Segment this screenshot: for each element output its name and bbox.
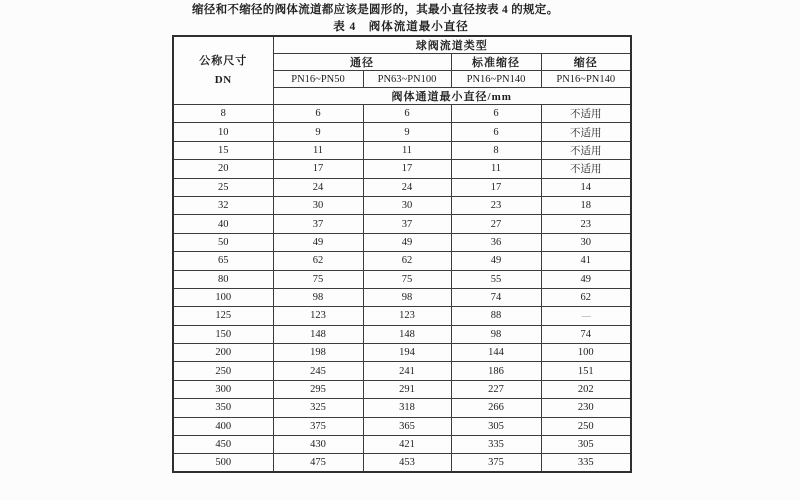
dn-cell: 250: [173, 362, 273, 380]
value-cell: 8: [451, 141, 541, 159]
table-row: [173, 252, 631, 270]
value-cell: 430: [273, 436, 363, 454]
value-cell: 62: [363, 252, 451, 270]
dn-cell: 300: [173, 380, 273, 398]
value-cell: 144: [451, 344, 541, 362]
table-caption: 表 4 阀体流道最小直径: [333, 21, 469, 33]
value-cell: 11: [451, 160, 541, 178]
value-cell: 365: [363, 417, 451, 435]
value-cell: 6: [363, 105, 451, 123]
value-cell: 6: [451, 105, 541, 123]
value-cell: 30: [541, 233, 631, 251]
dn-cell: 8: [173, 105, 273, 123]
value-cell: 148: [273, 325, 363, 343]
value-cell: 295: [273, 380, 363, 398]
value-cell: 62: [273, 252, 363, 270]
value-cell: 17: [451, 178, 541, 196]
dn-cell: 350: [173, 399, 273, 417]
value-cell: 375: [451, 454, 541, 472]
header-standard-reduced-bore: 标准缩径: [451, 54, 541, 71]
value-cell: 335: [451, 436, 541, 454]
table-row: [173, 399, 631, 417]
header-pn63-pn100: PN63~PN100: [363, 71, 451, 88]
value-cell: 49: [363, 233, 451, 251]
value-cell: 198: [273, 344, 363, 362]
value-cell: 6: [451, 123, 541, 141]
table-row: [173, 344, 631, 362]
value-cell: 9: [363, 123, 451, 141]
value-cell: 266: [451, 399, 541, 417]
value-cell: 11: [273, 141, 363, 159]
value-cell: 17: [363, 160, 451, 178]
corner-header-line1: 公称尺寸: [199, 54, 248, 67]
dn-cell: 40: [173, 215, 273, 233]
dn-cell: 80: [173, 270, 273, 288]
value-cell: 11: [363, 141, 451, 159]
table-row: [173, 288, 631, 306]
dn-cell: 50: [173, 233, 273, 251]
table-row: [173, 196, 631, 214]
value-cell: 318: [363, 399, 451, 417]
dn-cell: 400: [173, 417, 273, 435]
header-full-bore: 通径: [273, 54, 451, 71]
value-cell: 62: [541, 288, 631, 306]
value-cell: 98: [363, 288, 451, 306]
value-cell: 23: [541, 215, 631, 233]
corner-header-dn: [173, 36, 273, 105]
header-flow-type: 球阀流道类型: [273, 36, 631, 54]
header-pn16-pn140-std: PN16~PN140: [451, 71, 541, 88]
value-cell: 不适用: [541, 105, 631, 123]
value-cell: 335: [541, 454, 631, 472]
dn-cell: 500: [173, 454, 273, 472]
value-cell: 325: [273, 399, 363, 417]
value-cell: 37: [363, 215, 451, 233]
value-cell: 30: [273, 196, 363, 214]
value-cell: 475: [273, 454, 363, 472]
value-cell: 23: [451, 196, 541, 214]
header-row-group: [173, 36, 631, 54]
table-row: [173, 362, 631, 380]
table-row: [173, 141, 631, 159]
valve-flow-diameter-table: [172, 35, 632, 473]
value-cell: 123: [273, 307, 363, 325]
header-pn16-pn50: PN16~PN50: [273, 71, 363, 88]
value-cell: 98: [451, 325, 541, 343]
value-cell: 305: [451, 417, 541, 435]
table-row: [173, 160, 631, 178]
value-cell: 不适用: [541, 123, 631, 141]
value-cell: 241: [363, 362, 451, 380]
dn-cell: 20: [173, 160, 273, 178]
value-cell: 245: [273, 362, 363, 380]
table-row: [173, 105, 631, 123]
value-cell: 24: [273, 178, 363, 196]
dn-cell: 10: [173, 123, 273, 141]
dn-cell: 125: [173, 307, 273, 325]
value-cell: 186: [451, 362, 541, 380]
dn-cell: 25: [173, 178, 273, 196]
table-row: [173, 307, 631, 325]
table-row: [173, 325, 631, 343]
value-cell: 74: [541, 325, 631, 343]
value-cell: 453: [363, 454, 451, 472]
table-row: [173, 178, 631, 196]
table-row: [173, 417, 631, 435]
value-cell: 36: [451, 233, 541, 251]
header-reduced-bore: 缩径: [541, 54, 631, 71]
value-cell: 75: [273, 270, 363, 288]
value-cell: 291: [363, 380, 451, 398]
dn-cell: 450: [173, 436, 273, 454]
table-row: [173, 270, 631, 288]
value-cell: 230: [541, 399, 631, 417]
intro-paragraph: 缩径和不缩径的阀体流道都应该是圆形的，其最小直径按表 4 的规定。: [192, 4, 559, 16]
value-cell: 9: [273, 123, 363, 141]
table-row: [173, 380, 631, 398]
value-cell: 49: [541, 270, 631, 288]
value-cell: 55: [451, 270, 541, 288]
header-min-diameter-unit: 阀体通道最小直径/mm: [273, 88, 631, 105]
table-row: [173, 123, 631, 141]
value-cell: 30: [363, 196, 451, 214]
value-cell: 49: [451, 252, 541, 270]
corner-header-line2: DN: [214, 73, 232, 86]
value-cell: 74: [451, 288, 541, 306]
dn-cell: 65: [173, 252, 273, 270]
value-cell: 123: [363, 307, 451, 325]
value-cell: 49: [273, 233, 363, 251]
table-row: [173, 233, 631, 251]
dn-cell: 150: [173, 325, 273, 343]
value-cell: 37: [273, 215, 363, 233]
value-cell: 100: [541, 344, 631, 362]
value-cell: 421: [363, 436, 451, 454]
table-row: [173, 215, 631, 233]
dn-cell: 32: [173, 196, 273, 214]
dn-cell: 200: [173, 344, 273, 362]
value-cell: 375: [273, 417, 363, 435]
value-cell: 148: [363, 325, 451, 343]
value-cell: 202: [541, 380, 631, 398]
value-cell: 250: [541, 417, 631, 435]
dn-cell: 15: [173, 141, 273, 159]
value-cell: 227: [451, 380, 541, 398]
value-cell: 27: [451, 215, 541, 233]
value-cell: 不适用: [541, 160, 631, 178]
value-cell: 18: [541, 196, 631, 214]
value-cell: 14: [541, 178, 631, 196]
table-row: [173, 436, 631, 454]
value-cell: 151: [541, 362, 631, 380]
value-cell: 不适用: [541, 141, 631, 159]
dn-cell: 100: [173, 288, 273, 306]
value-cell: 305: [541, 436, 631, 454]
value-cell: 17: [273, 160, 363, 178]
value-cell: 194: [363, 344, 451, 362]
header-pn16-pn140-reduced: PN16~PN140: [541, 71, 631, 88]
value-cell: 24: [363, 178, 451, 196]
table-row: [173, 454, 631, 472]
value-cell: 41: [541, 252, 631, 270]
value-cell: 98: [273, 288, 363, 306]
value-cell: —: [541, 307, 631, 325]
value-cell: 6: [273, 105, 363, 123]
value-cell: 75: [363, 270, 451, 288]
value-cell: 88: [451, 307, 541, 325]
